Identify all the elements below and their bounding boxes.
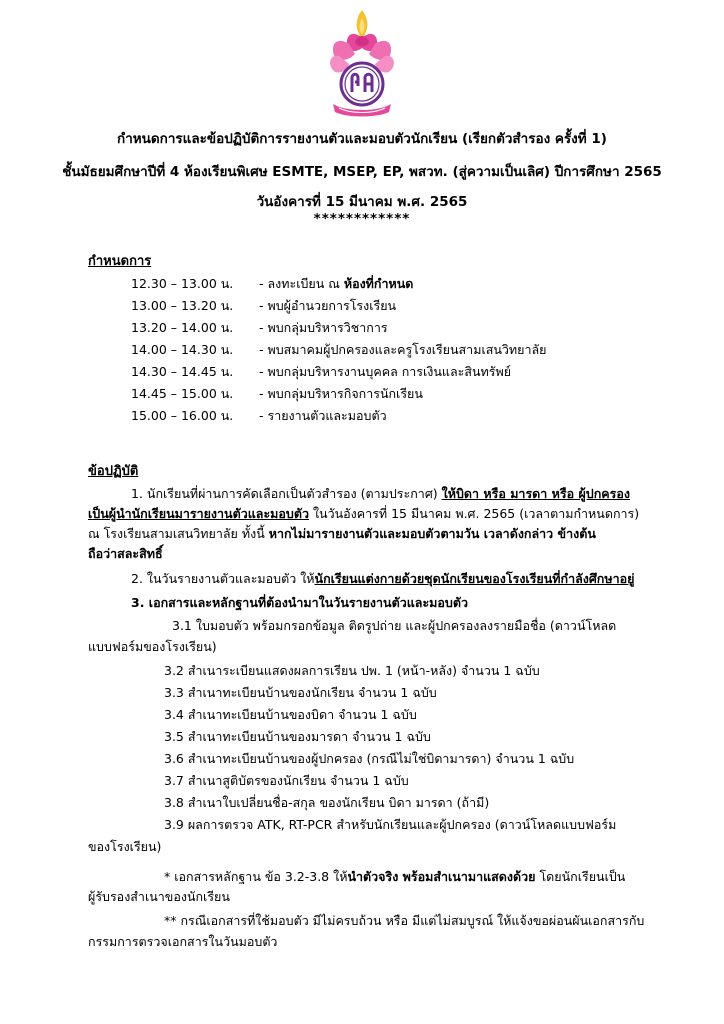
schedule-row bbox=[131, 298, 396, 314]
schedule-row bbox=[131, 386, 423, 402]
note-1-text-2: โดยนักเรียนเป็น bbox=[535, 869, 626, 884]
emblem-circle-icon bbox=[341, 63, 383, 105]
doc-item-3-4: 3.4 สำเนาทะเบียนบ้านของบิดา จำนวน 1 ฉบับ bbox=[164, 707, 417, 722]
schedule-row bbox=[131, 364, 511, 380]
note-1-cont: ผู้รับรองสำเนาของนักเรียน bbox=[88, 889, 230, 904]
schedule-activity: - รายงานตัวและมอบตัว bbox=[259, 408, 387, 423]
schedule-activity: - พบผู้อำนวยการโรงเรียน bbox=[259, 298, 397, 313]
schedule-row bbox=[131, 320, 388, 336]
schedule-row bbox=[131, 276, 413, 292]
school-emblem-logo bbox=[325, 8, 399, 126]
rule-1-date: ในวันอังคารที่ 15 มีนาคม พ.ศ. 2565 (เวลาตามกำหนดการ) bbox=[308, 506, 640, 521]
rule-1-warning: หากไม่มารายงานตัวและมอบตัวตามวัน เวลาดังกล่าว ข้างต้น bbox=[268, 526, 596, 541]
doc-item-3-1-cont: แบบฟอร์มของโรงเรียน) bbox=[88, 639, 217, 654]
rule-1-place: ณ โรงเรียนสามเสนวิทยาลัย ทั้งนี้ bbox=[88, 526, 269, 541]
note-1-emphasis: นำตัวจริง พร้อมสำเนามาแสดงด้วย bbox=[347, 869, 536, 884]
rule-3: 3. เอกสารและหลักฐานที่ต้องนำมาในวันรายงานตัวและมอบตัว bbox=[131, 595, 468, 610]
schedule-time: 14.00 – 14.30 น. bbox=[131, 342, 234, 357]
schedule-time: 13.00 – 13.20 น. bbox=[131, 298, 234, 313]
schedule-activity: - พบสมาคมผู้ปกครองและครูโรงเรียนสามเสนวิทยาลัย bbox=[259, 342, 547, 357]
doc-item-3-1: 3.1 ใบมอบตัว พร้อมกรอกข้อมูล ติดรูปถ่าย และผู้ปกครองลงรายมือชื่อ (ดาวน์โหลด bbox=[172, 618, 617, 633]
rule-2-text: 2. ในวันรายงานตัวและมอบตัว ให้ bbox=[131, 571, 315, 586]
doc-item-3-2: 3.2 สำเนาระเบียนแสดงผลการเรียน ปพ. 1 (หน้า-หลัง) จำนวน 1 ฉบับ bbox=[164, 663, 540, 678]
schedule-activity: - พบกลุ่มบริหารกิจการนักเรียน bbox=[259, 386, 423, 401]
flame-icon bbox=[357, 10, 368, 37]
doc-item-3-3: 3.3 สำเนาทะเบียนบ้านของนักเรียน จำนวน 1 ฉบับ bbox=[164, 685, 437, 700]
rule-1-cont bbox=[88, 506, 639, 522]
doc-item-3-9-cont: ของโรงเรียน) bbox=[88, 839, 162, 854]
schedule-time: 14.45 – 15.00 น. bbox=[131, 386, 234, 401]
note-2-cont: กรรมการตรวจเอกสารในวันมอบตัว bbox=[88, 934, 278, 949]
doc-item-3-5: 3.5 สำเนาทะเบียนบ้านของมารดา จำนวน 1 ฉบับ bbox=[164, 729, 431, 744]
schedule-activity-bold: ห้องที่กำหนด bbox=[343, 276, 414, 291]
rule-1 bbox=[131, 486, 630, 502]
rule-1-forfeit: ถือว่าสละสิทธิ์ bbox=[88, 546, 163, 561]
schedule-heading: กำหนดการ bbox=[88, 254, 152, 269]
rule-1-emphasis: ให้บิดา หรือ มารดา หรือ ผู้ปกครอง bbox=[441, 486, 630, 501]
document-date: วันอังคารที่ 15 มีนาคม พ.ศ. 2565 bbox=[256, 194, 468, 210]
rule-1-cont2 bbox=[88, 526, 596, 542]
doc-item-3-8: 3.8 สำเนาใบเปลี่ยนชื่อ-สกุล ของนักเรียน บิดา มารดา (ถ้ามี) bbox=[164, 795, 490, 810]
doc-item-3-9: 3.9 ผลการตรวจ ATK, RT-PCR สำหรับนักเรียนและผู้ปกครอง (ดาวน์โหลดแบบฟอร์ม bbox=[164, 817, 617, 832]
schedule-activity: - พบกลุ่มบริหารงานบุคคล การเงินและสินทรัพย์ bbox=[259, 364, 512, 379]
rule-2-emphasis: นักเรียนแต่งกายด้วยชุดนักเรียนของโรงเรียนที่กำลังศึกษาอยู่ bbox=[314, 571, 635, 586]
rule-2 bbox=[131, 571, 634, 587]
note-1-text: * เอกสารหลักฐาน ข้อ 3.2-3.8 ให้ bbox=[164, 869, 348, 884]
schedule-time: 14.30 – 14.45 น. bbox=[131, 364, 234, 379]
schedule-time: 12.30 – 13.00 น. bbox=[131, 276, 234, 291]
title-separator: ************ bbox=[313, 211, 411, 227]
note-2: ** กรณีเอกสารที่ใช้มอบตัว มีไม่ครบถ้วน หรือ มีแต่ไม่สมบูรณ์ ให้แจ้งขอผ่อนผันเอกสารกับ bbox=[164, 913, 645, 928]
schedule-row bbox=[131, 408, 387, 424]
document-subtitle: ชั้นมัธยมศึกษาปีที่ 4 ห้องเรียนพิเศษ ESMTE, MSEP, EP, พสวท. (สู่ความเป็นเลิศ) ปีการศึกษา 2565 bbox=[62, 164, 662, 180]
schedule-activity: - ลงทะเบียน ณ bbox=[259, 276, 344, 291]
note-1 bbox=[164, 869, 625, 885]
doc-item-3-6: 3.6 สำเนาทะเบียนบ้านของผู้ปกครอง (กรณีไม่ใช่บิดามารดา) จำนวน 1 ฉบับ bbox=[164, 751, 575, 766]
schedule-row bbox=[131, 342, 546, 358]
rules-heading: ข้อปฏิบัติ bbox=[88, 464, 139, 479]
rule-1-text: 1. นักเรียนที่ผ่านการคัดเลือกเป็นตัวสำรอง (ตามประกาศ) bbox=[131, 486, 442, 501]
doc-item-3-7: 3.7 สำเนาสูติบัตรของนักเรียน จำนวน 1 ฉบับ bbox=[164, 773, 409, 788]
schedule-time: 15.00 – 16.00 น. bbox=[131, 408, 234, 423]
schedule-time: 13.20 – 14.00 น. bbox=[131, 320, 234, 335]
document-title: กำหนดการและข้อปฏิบัติการรายงานตัวและมอบตัวนักเรียน (เรียกตัวสำรอง ครั้งที่ 1) bbox=[117, 131, 607, 147]
rule-1-emphasis-2: เป็นผู้นำนักเรียนมารายงานตัวและมอบตัว bbox=[88, 506, 309, 521]
schedule-activity: - พบกลุ่มบริหารวิชาการ bbox=[259, 320, 388, 335]
